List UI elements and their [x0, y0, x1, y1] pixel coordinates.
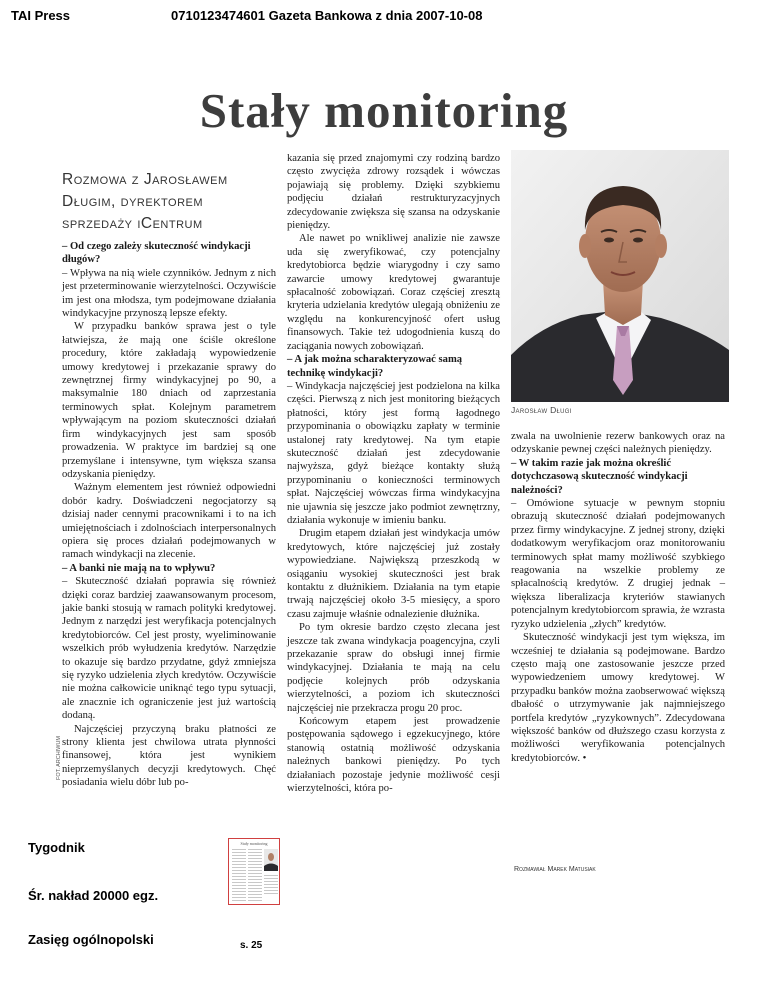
- thumbnail-preview-icon: [229, 839, 280, 905]
- article-column-3: [511, 430, 725, 765]
- page-thumbnail[interactable]: [228, 838, 280, 905]
- interview-question: – Od czego zależy skuteczność windykacji długów?: [62, 241, 251, 266]
- article-paragraph: Ale nawet po wnikliwej analizie nie zawsze uda się zweryfikować, czy potencjalny kredytobiorca będzie wiarygodny i czy samo zawarcie umowy kredytowej gwarantuje spłacalność zobowiązań. Coraz częściej zresztą kryteria udzielania kredytów ulegają obniżeniu ze względu na konkurencyjność ofert usług finansowych. Takie też udogodnienia kuszą do zaciągania nowych zobowiązań.: [287, 233, 500, 352]
- publication-frequency: Tygodnik: [28, 840, 85, 855]
- photo-credit: FOT. ARCHIWUM: [56, 736, 62, 780]
- article-paragraph: Drugim etapem działań jest windykacja umów kredytowych, które najczęściej już zostały wypowiedziane. Największą przeszkodą w osiąganiu wysokiej skuteczności jest brak kontaktu z dłużnikiem. Działania na tym etapie trwają najczęściej około 3-5 miesięcy, a sporo czasu zajmuje właśnie odnalezienie dłużnika.: [287, 528, 500, 620]
- photo-caption: Jarosław Długi: [511, 405, 572, 415]
- article-paragraph: Ważnym elementem jest również odpowiedni dobór kadry. Doświadczeni negocjatorzy są dzisiaj nader cennymi pracownikami i to na ich umiejętnościach i zdolnościach interpersonalnych opiera się proces działań podejmowanych w ramach windykacji na zlecenie.: [62, 482, 276, 561]
- interview-question: – W takim razie jak można określić dotychczasową skuteczność windykacji należności?: [511, 457, 688, 496]
- press-source: TAI Press: [11, 8, 71, 23]
- article-paragraph: – Skuteczność działań poprawia się również dzięki coraz bardziej zaawansowanym procesom, jakie banki stosują w ramach polityki kredytowej. Jednym z narzędzi jest weryfikacja potencjalnych kredytobiorców. Cel jest prosty, wyeliminowanie wszelkich prób wyłudzenia kredytów. Narzędzie to okazuje się bardzo przydatne, gdyż zmniejsza się ryzyko udzielenia złych kredytów. Oczywiście nie można całkowicie uniknąć tego typu sytuacji, ale znacznie ich ograniczenie jest już wartością dodaną.: [62, 576, 276, 722]
- article-paragraph: zwala na uwolnienie rezerw bankowych oraz na odzyskanie pewnej części należnych pieniędzy.: [511, 431, 725, 456]
- article-paragraph: – Wpływa na nią wiele czynników. Jednym z nich jest przeterminowanie wierzytelności. Oczywiście im jest ona młodsza, tym podejmowane działania windykacyjne przynoszą lepsze efekty.: [62, 267, 276, 320]
- article-paragraph: kazania się przed znajomymi czy rodziną bardzo często zwycięża zdrowy rozsądek i wówczas pojawiają się problemy. Dzięki szybkiemu podjęciu działań restrukturyzacyjnych zdecydowanie zwiększa się szansa na odzyskanie pieniędzy.: [287, 153, 500, 232]
- article-column-1: [62, 240, 276, 790]
- portrait-illustration: [511, 150, 729, 402]
- article-paragraph: Po tym okresie bardzo często zlecana jest jeszcze tak zwana windykacja poagencyjna, czyli przekazanie spraw do obsługi innej firmie windykacyjnej. Działania te mają na celu podjęcie kolejnych prób odzyskania wierzytelności, a poziom ich skuteczności najczęściej nie przekracza progu 20 proc.: [287, 622, 500, 714]
- publication-range: Zasięg ogólnopolski: [28, 932, 154, 947]
- thumbnail-title: Stały monitoring: [240, 841, 268, 846]
- article-lede: Rozmowa z Jarosławem Długim, dyrektorem sprzedaży iCentrum: [62, 171, 228, 232]
- interview-question: – A jak można scharakteryzować samą technikę windykacji?: [287, 354, 463, 379]
- article-byline: Rozmawiał Marek Matusiak: [514, 866, 596, 873]
- page-number: s. 25: [240, 940, 263, 951]
- article-paragraph: – Windykacja najczęściej jest podzielona na kilka części. Pierwszą z nich jest monitoring bieżących płatności, który jest formą łagodnego przypominania o obowiązku zapłaty w terminie ustalonej raty kredytowej. Na tym etapie skuteczność działań jest zdecydowanie najwyższa, gdyż bieżące kontakty służą przypominaniu o konieczności terminowych spłat. Najczęściej wówczas firma windykacyjna nie ujawnia się jeszcze jako podmiot zewnętrzny, działania wykonuje w imieniu banku.: [287, 380, 500, 526]
- article-paragraph: Skuteczność windykacji jest tym większa, im wcześniej te działania są podejmowane. Bardzo często mają one zastosowanie jeszcze przed wypowiedzeniem umowy kredytowej. W przypadku banków można zaobserwować większą dbałość o utrzymywanie jak najmniejszego portfela kredytów „ryzykownych”. Zdecydowana większość banków od dłuższego czasu korzysta z możliwości weryfikowania potencjalnych kredytobiorców. •: [511, 632, 725, 764]
- press-info: 0710123474601 Gazeta Bankowa z dnia 2007-10-08: [171, 8, 483, 23]
- article-column-2: [287, 152, 500, 796]
- article-paragraph: Końcowym etapem jest prowadzenie postępowania sądowego i egzekucyjnego, które stanowią ostatnią możliwość odzyskania należnych bankowi pieniędzy. Po tych działaniach pozostaje jedynie możliwość cesji wierzytelności, która po-: [287, 716, 500, 795]
- portrait-photo: [511, 150, 729, 402]
- interview-question: – A banki nie mają na to wpływu?: [62, 562, 216, 574]
- article-paragraph: Najczęściej przyczyną braku płatności ze strony klienta jest chwilowa utrata płynności finansowej, która jest wynikiem nieprzemyślanych decyzji kredytowych. Chęć posiadania wielu dóbr lub po-: [62, 723, 276, 789]
- publication-circulation: Śr. nakład 20000 egz.: [28, 888, 159, 903]
- article-paragraph: W przypadku banków sprawa jest o tyle łatwiejsza, że mają one ściśle określone procedury, które zakładają wypowiedzenie umowy kredytowej i przekazanie sprawy do zewnętrznej firmy windykacyjnej po 90, a maksymalnie 180 dniach od zaprzestania terminowych spłat. Kolejnym parametrem wpływającym na poziom skuteczności działań firm windykacyjnych jest sam sposób prowadzenia. W praktyce im bardziej są one przemyślane i intensywne, tym większa szansa odzyskania pieniędzy.: [62, 321, 276, 480]
- article-paragraph: – Omówione sytuacje w pewnym stopniu obrazują skuteczność działań podejmowanych przez firmy windykacyjne. Z jednej strony, dzięki dodatkowym weryfikacjom oraz monitorowaniu terminowych spłat mamy możliwość szybkiego reagowania na wszelkie problemy ze spłacalnością kredytów. Z drugiej jednak – większa liberalizacja kryteriów stawianych potencjalnym kredytobiorcom sprawia, że wzrasta ryzyko udzielenia „złych” kredytów.: [511, 498, 725, 630]
- article-title: Stały monitoring: [199, 83, 569, 138]
